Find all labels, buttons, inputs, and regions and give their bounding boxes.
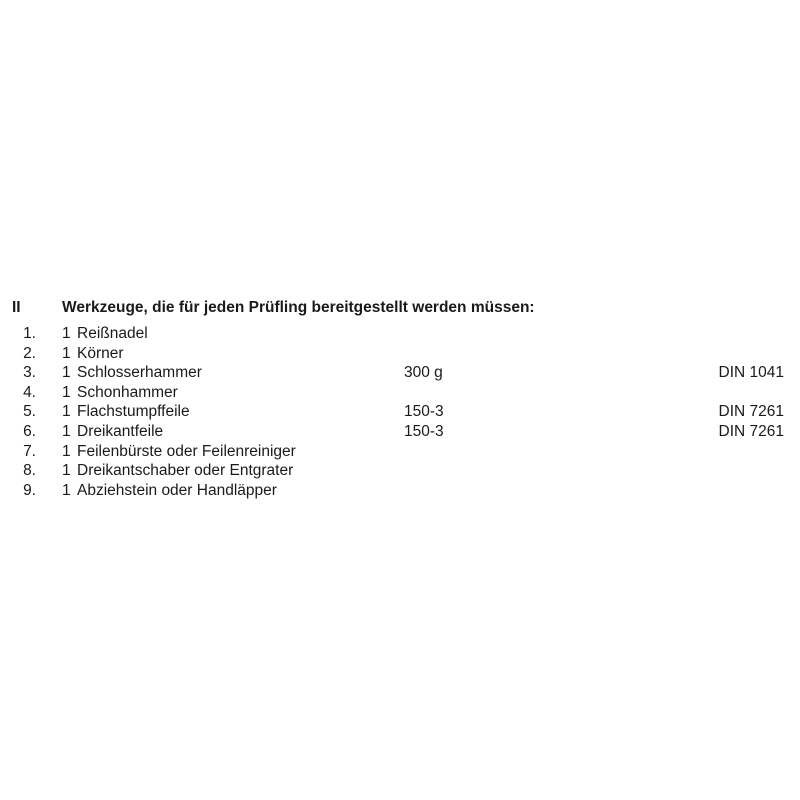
tool-list-section bbox=[0, 296, 800, 500]
list-item bbox=[0, 442, 800, 462]
item-quantity: 1 bbox=[62, 344, 71, 362]
item-quantity: 1 bbox=[62, 422, 71, 440]
list-item bbox=[0, 461, 800, 481]
item-quantity: 1 bbox=[62, 383, 71, 401]
item-norm: DIN 7261 bbox=[718, 422, 784, 440]
list-item bbox=[0, 481, 800, 501]
list-item bbox=[0, 363, 800, 383]
item-index: 2. bbox=[23, 344, 36, 362]
item-name: Schlosserhammer bbox=[77, 364, 202, 382]
item-index: 4. bbox=[23, 383, 36, 401]
section-heading bbox=[0, 296, 800, 320]
list-item bbox=[0, 324, 800, 344]
item-name: Schonhammer bbox=[77, 383, 178, 401]
list-item bbox=[0, 383, 800, 403]
item-name: Körner bbox=[77, 344, 124, 362]
item-norm: DIN 7261 bbox=[718, 403, 784, 421]
list-item bbox=[0, 422, 800, 442]
item-name: Flachstumpffeile bbox=[77, 403, 190, 421]
tool-list bbox=[0, 324, 800, 500]
item-name: Dreikantschaber oder Entgrater bbox=[77, 462, 294, 480]
item-quantity: 1 bbox=[62, 462, 71, 480]
item-norm: DIN 1041 bbox=[718, 364, 784, 382]
item-index: 3. bbox=[23, 364, 36, 382]
item-index: 9. bbox=[23, 481, 36, 499]
item-index: 7. bbox=[23, 442, 36, 460]
item-index: 1. bbox=[23, 325, 36, 342]
list-item bbox=[0, 402, 800, 422]
item-quantity: 1 bbox=[62, 481, 71, 499]
item-spec: 150-3 bbox=[404, 403, 444, 421]
section-number: II bbox=[12, 299, 21, 316]
item-index: 6. bbox=[23, 422, 36, 440]
section-title: Werkzeuge, die für jeden Prüfling bereitgestellt werden müssen: bbox=[62, 299, 535, 316]
list-item bbox=[0, 344, 800, 364]
item-name: Abziehstein oder Handläpper bbox=[77, 481, 277, 499]
item-name: Feilenbürste oder Feilenreiniger bbox=[77, 442, 296, 460]
item-index: 5. bbox=[23, 403, 36, 421]
item-quantity: 1 bbox=[62, 364, 71, 382]
item-name: Dreikantfeile bbox=[77, 422, 164, 440]
item-quantity: 1 bbox=[62, 442, 71, 460]
item-spec: 150-3 bbox=[404, 422, 444, 440]
item-name: Reißnadel bbox=[77, 325, 148, 342]
item-spec: 300 g bbox=[404, 364, 443, 382]
item-quantity: 1 bbox=[62, 325, 71, 342]
item-quantity: 1 bbox=[62, 403, 71, 421]
item-index: 8. bbox=[23, 462, 36, 480]
